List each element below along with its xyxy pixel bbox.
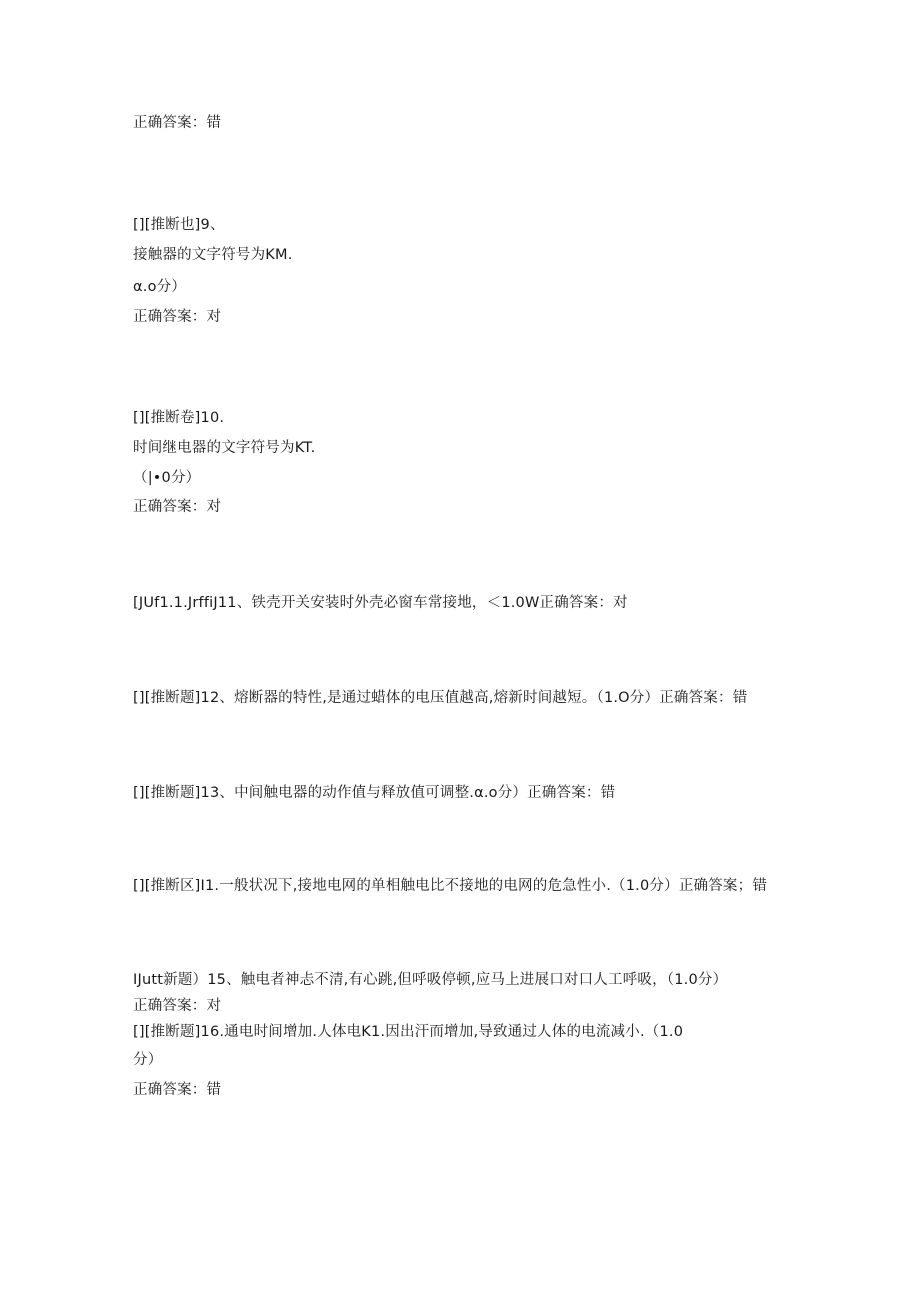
answer-text: 正确答案：对 [133,309,222,325]
question-16: [][推断题]16.通电时间增加.人体电K1.因出汗而增加,导致通过人体的电流减小.（1.0 [133,1024,684,1040]
question-13: [][推断题]13、中间触电器的动作值与释放值可调整.α.o分）正确答案：错 [133,785,616,801]
question-9-score: α.o分） [133,279,187,295]
question-16-continuation: 分） [133,1052,163,1068]
question-11: [JUf1.1.JrffiJ11、铁壳开关安装时外壳必窗车常接地，＜1.0W正确答案：对 [133,595,628,611]
answer-text: 正确答案：错 [133,1082,222,1098]
question-9-header-line: [][推断也]9、 [133,217,225,233]
question-12: [][推断题]12、熔断器的特性,是通过蜡体的电压值越高,熔新时间越短。（1.O分）正确答案：错 [133,690,748,706]
question-10-header: [][推断卷]10. [133,410,225,426]
question-9-body: 接触器的文字符号为KM. [133,247,293,263]
answer-text: 正确答案：错 [133,115,222,131]
question-14: [][推断区]I1.一般状况下,接地电网的单相触电比不接地的电网的危急性小.（1.0分）正确答案；错 [133,878,768,894]
question-15: IJutt新题）15、触电者神忐不清,有心跳,但呼吸停顿,应马上进展口对口人工呼吸，（1.0分） [133,972,728,988]
question-10-score: （|•0分） [133,470,201,486]
answer-text: 正确答案：对 [133,998,222,1014]
question-10-body: 时间继电器的文字符号为KT. [133,440,316,456]
answer-text: 正确答案：对 [133,499,222,515]
